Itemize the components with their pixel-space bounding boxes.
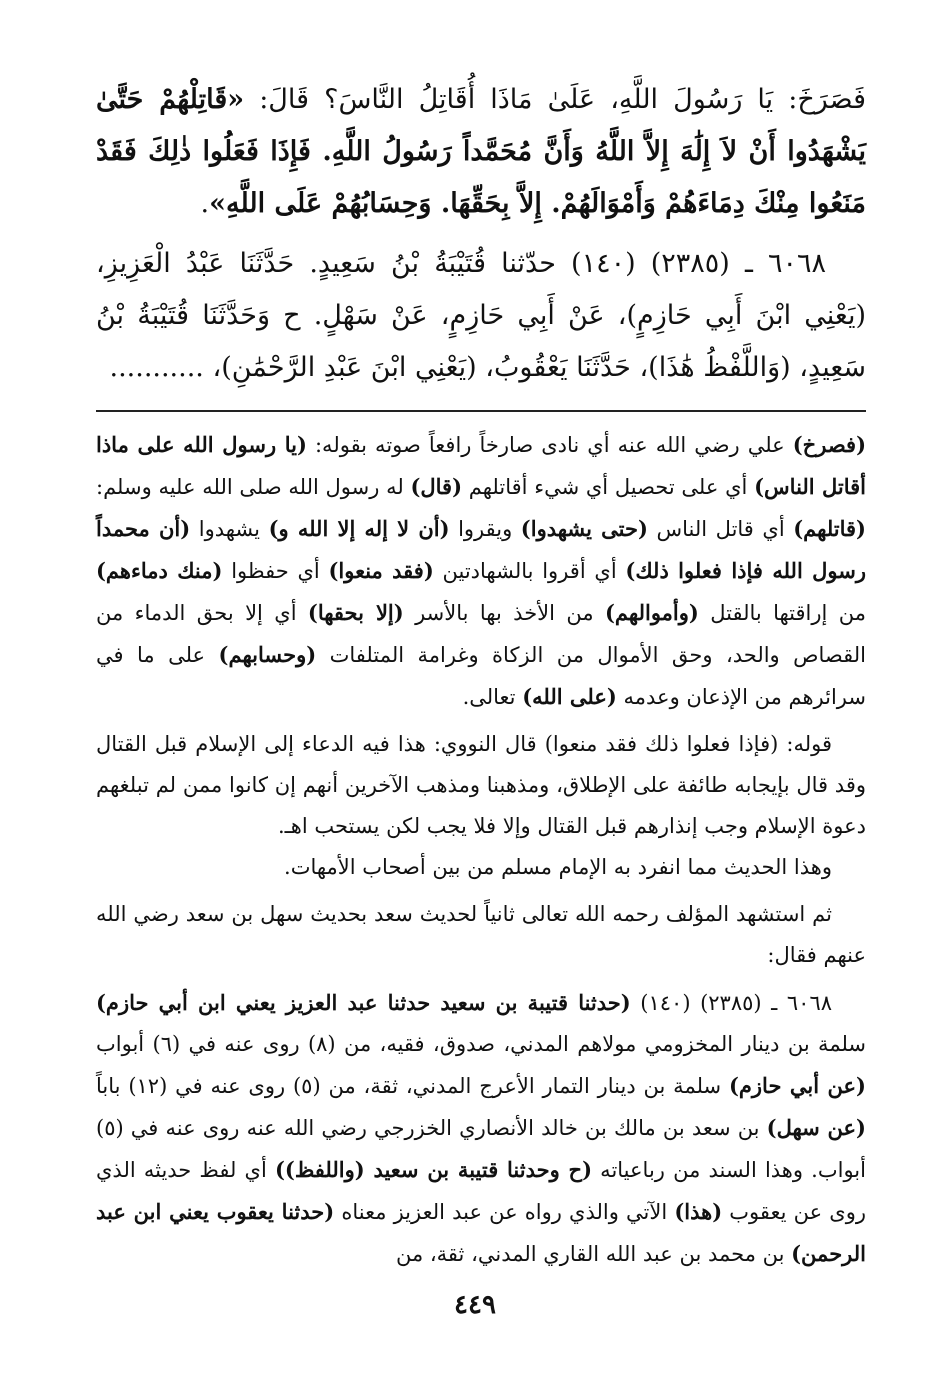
bold-text-segment: (أن محمداً رسول الله فإذا فعلوا ذلك) bbox=[96, 516, 866, 583]
bold-text-segment: (عن سهل) bbox=[766, 1115, 866, 1140]
text-segment: ويقروا bbox=[449, 517, 521, 541]
text-segment: أي إلا بحق الدماء من القصاص والحد، وحق الأموال من الزكاة وغرامة المتلفات bbox=[96, 601, 866, 667]
commentary-paragraph-1 bbox=[96, 424, 866, 718]
text-segment: من الأخذ بها بالأسر bbox=[403, 601, 605, 625]
text-segment: سلمة بن دينار المخزومي مولاهم المدني، صدوق، فقيه، من (٨) روى عنه في (٦) أبواب bbox=[96, 1032, 867, 1056]
text-segment: فَصَرَخَ: يَا رَسُولَ اللَّهِ، عَلَىٰ مَاذَا أُقَاتِلُ النَّاسَ؟ قَالَ: bbox=[244, 84, 866, 115]
bold-text-segment: (حدثنا قتيبة بن سعيد حدثنا عبد العزيز يعني ابن أبي حازم) bbox=[96, 990, 631, 1015]
bold-text-segment: (فقد منعوا) bbox=[328, 558, 434, 583]
bold-text-segment: (عن أبي حازم) bbox=[728, 1073, 866, 1098]
footnote-divider bbox=[96, 410, 866, 412]
text-segment: أي قاتل الناس bbox=[647, 517, 794, 541]
bold-text-segment: (وأموالهم) bbox=[605, 600, 699, 625]
text-segment: الآتي والذي رواه عن عبد العزيز معناه bbox=[334, 1200, 675, 1224]
commentary-paragraph-5 bbox=[96, 982, 866, 1275]
bold-text-segment: (فصرخ) bbox=[792, 432, 867, 457]
text-segment: بن محمد بن عبد الله القاري المدني، ثقة، من bbox=[395, 1242, 792, 1266]
bold-text-segment: (قال) bbox=[410, 474, 463, 499]
text-segment: . bbox=[200, 188, 210, 219]
text-segment: سلمة بن دينار التمار الأعرج المدني، ثقة، من (٥) روى عنه في (١٢) باباً bbox=[96, 1074, 729, 1098]
bold-text-segment: (حدثنا يعقوب يعني ابن عبد الرحمن) bbox=[96, 1199, 866, 1266]
text-segment: يشهدوا bbox=[190, 517, 269, 541]
bold-text-segment: (قاتلهم) bbox=[793, 516, 866, 541]
bold-text-segment: (هذا) bbox=[674, 1199, 723, 1224]
bold-text-segment: (ح وحدثنا قتيبة بن سعيد (واللفظ)) bbox=[274, 1157, 593, 1182]
bold-text-segment: (على الله) bbox=[522, 684, 617, 709]
text-segment: ٦٠٦٨ ـ (٢٣٨٥) (١٤٠) bbox=[630, 991, 833, 1015]
text-segment: أي أقروا بالشهادتين bbox=[433, 559, 626, 583]
text-segment: له رسول الله صلى الله عليه وسلم: bbox=[96, 475, 411, 499]
bold-text-segment: (حتى يشهدوا) bbox=[520, 516, 648, 541]
bold-text-segment: (يا رسول الله على ماذا أقاتل الناس) bbox=[96, 432, 866, 499]
text-segment: أي لفظ حديثه الذي روى عن يعقوب bbox=[96, 1158, 867, 1224]
commentary-paragraph-2: قوله: (فإذا فعلوا ذلك فقد منعوا) قال النووي: هذا فيه الدعاء إلى الإسلام قبل القتال وقد قال بإيجابه طائفة على الإطلاق، ومذهبنا ومذهب الآخرين أنهم إن كانوا ممن لم تبلغهم دعوة الإسلام وجب إنذارهم قبل القتال وإلا فلا يجب لكن يستحب اهـ. bbox=[96, 732, 866, 838]
commentary bbox=[96, 424, 866, 1275]
main-text bbox=[96, 74, 866, 394]
bold-text-segment: «قَاتِلْهُمْ حَتَّىٰ يَشْهَدُوا أَنْ لاَ إِلَٰهَ إِلاَّ اللَّهُ وَأَنَّ مُحَمَّداً رَسُولُ اللَّهِ. فَإِذَا فَعَلُوا ذٰلِكَ فَقَدْ مَنَعُوا مِنْكَ دِمَاءَهُمْ وَأَمْوَالَهُمْ. إِلاَّ بِحَقِّهَا. وَحِسَابُهُمْ عَلَى اللَّهِ» bbox=[96, 84, 866, 219]
page-number: ٤٤٩ bbox=[454, 1290, 496, 1320]
bold-text-segment: (وحسابهم) bbox=[218, 642, 317, 667]
text-segment: من إراقتها بالقتل bbox=[698, 601, 866, 625]
bold-text-segment: (منك دماءهم) bbox=[96, 558, 223, 583]
text-segment: أي حفظوا bbox=[222, 559, 329, 583]
text-segment: أي على تحصيل أي شيء أقاتلهم bbox=[462, 475, 755, 499]
text-segment: على ما في سرائرهم من الإذعان وعدمه bbox=[96, 643, 866, 709]
bold-text-segment: (إلا بحقها) bbox=[307, 600, 404, 625]
hadith-text bbox=[96, 74, 866, 230]
text-segment: تعالى. bbox=[462, 685, 523, 709]
text-segment: علي رضي الله عنه أي نادى صارخاً رافعاً صوته بقوله: bbox=[306, 433, 793, 457]
commentary-paragraph-3: وهذا الحديث مما انفرد به الإمام مسلم من بين أصحاب الأمهات. bbox=[284, 855, 832, 879]
hadith-isnad: ٦٠٦٨ ـ (٢٣٨٥) (١٤٠) حدّثنا قُتَيْبَةُ بْنُ سَعِيدٍ. حَدَّثَنَا عَبْدُ الْعَزِيزِ، (يَعْنِي ابْنَ أَبِي حَازِمٍ)، عَنْ أَبِي حَازِمٍ، عَنْ سَهْلٍ. ح وَحَدَّثَنَا قُتَيْبَةُ بْنُ سَعِيدٍ، (وَاللَّفْظُ هَٰذَا)، حَدَّثَنَا يَعْقُوبُ، (يَعْنِي ابْنَ عَبْدِ الرَّحْمَٰنِ)، ........... bbox=[96, 248, 866, 383]
text-segment: بن سعد بن مالك بن خالد الأنصاري الخزرجي رضي الله عنه روى عنه في (٥) أبواب. وهذا السند من رباعياته bbox=[96, 1116, 866, 1182]
bold-text-segment: (أن لا إله إلا الله و) bbox=[268, 516, 450, 541]
commentary-paragraph-4: ثم استشهد المؤلف رحمه الله تعالى ثانياً لحديث سعد بحديث سهل بن سعد رضي الله عنهم فقال: bbox=[96, 902, 866, 967]
